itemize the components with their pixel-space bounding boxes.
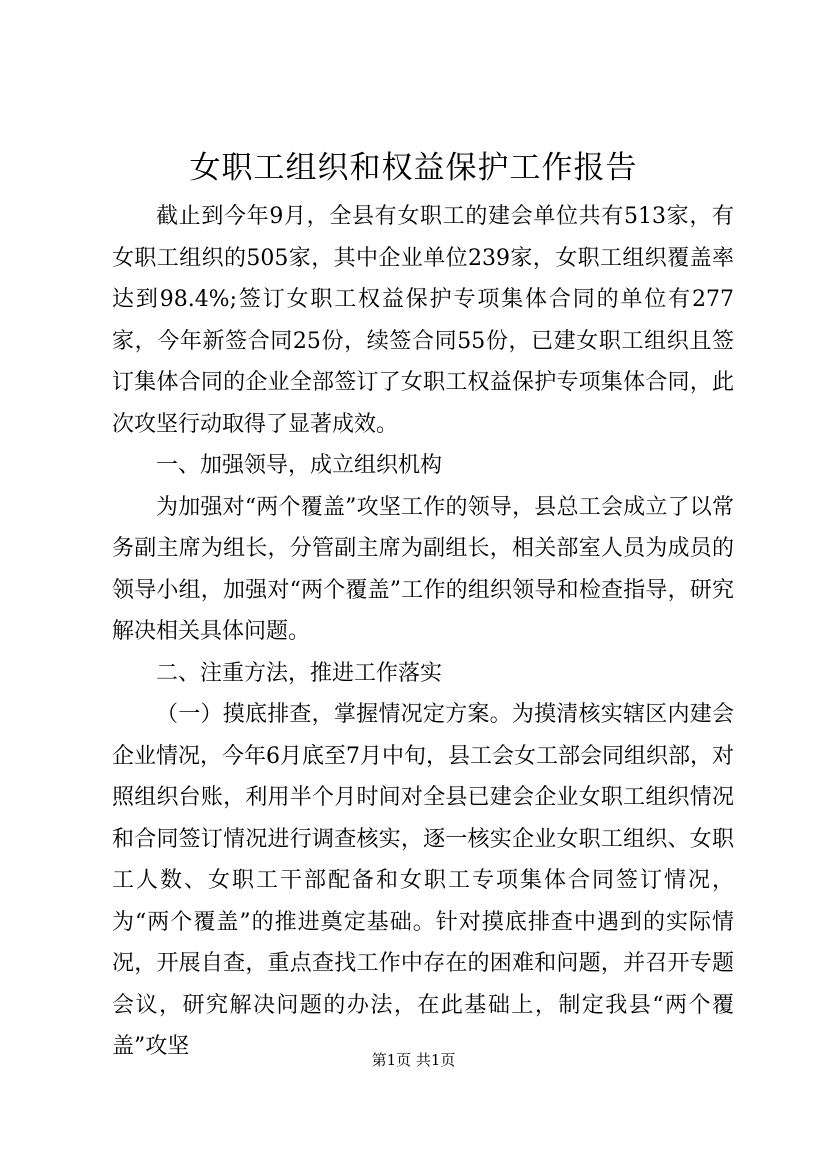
- document-title: 女职工组织和权益保护工作报告: [189, 150, 638, 186]
- section-heading-2: 二、注重方法，推进工作落实: [156, 660, 443, 686]
- paragraph-investigation: （一）摸底排查，掌握情况定方案。为摸清核实辖区内建会企业情况，今年6月底至7月中旬，县工会女工部会同组织部，对照组织台账，利用半个月时间对全县已建会企业女职工组织情况和合同签订情况进行调查核实，逐一核实企业女职工组织、女职工人数、女职工干部配备和女职工专项集体合同签订情况，为“两个覆盖”的推进奠定基础。针对摸底排查中遇到的实际情况，开展自查，重点查找工作中存在的困难和问题，并召开专题会议，研究解决问题的办法，在此基础上，制定我县“两个覆盖”攻坚: [112, 702, 734, 1059]
- paragraph-intro: 截止到今年9月，全县有女职工的建会单位共有513家，有女职工组织的505家，其中企业单位239家，女职工组织覆盖率达到98.4%;签订女职工权益保护专项集体合同的单位有277家，今年新签合同25份，续签合同55份，已建女职工组织且签订集体合同的企业全部签订了女职工权益保护专项集体合同，此次攻坚行动取得了显著成效。: [112, 204, 734, 437]
- document-body: [112, 196, 734, 1068]
- page-number-footer: 第1页 共1页: [371, 1051, 456, 1069]
- section-heading-1: 一、加强领导，成立组织机构: [156, 453, 443, 478]
- paragraph-leadership: 为加强对“两个覆盖”攻坚工作的领导，县总工会成立了以常务副主席为组长，分管副主席为副组长，相关部室人员为成员的领导小组，加强对“两个覆盖”工作的组织领导和检查指导，研究解决相关具体问题。: [112, 494, 734, 644]
